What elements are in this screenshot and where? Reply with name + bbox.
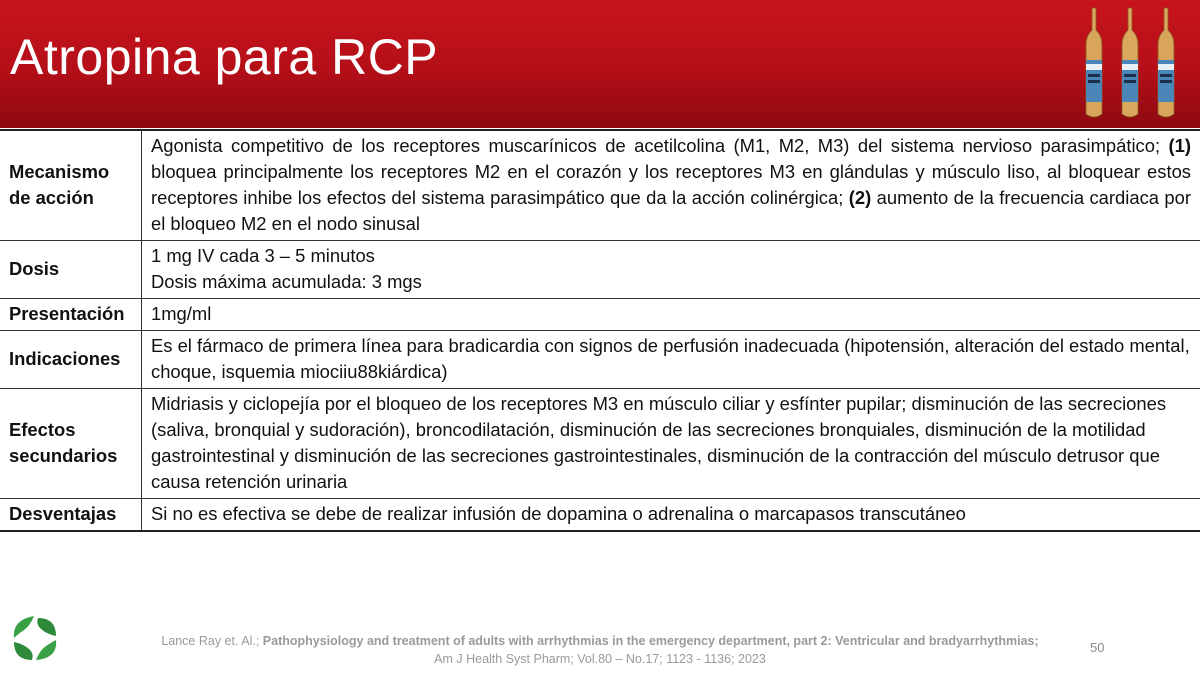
table-row-mecanismo (0, 130, 1200, 241)
row-value: Midriasis y ciclopejía por el bloqueo de los receptores M3 en músculo ciliar y esfínter pupilar; disminución de las secreciones (saliva, bronquial y sudoración), broncodilatación, disminución de las secreciones bronquiales, disminución de la motilidad gastrointestinal y disminución de las secreciones gastrointestinales, disminución de la contracción del músculo detrusor que causa retención urinaria (142, 389, 1200, 499)
text-segment: Agonista competitivo de los receptores muscarínicos de acetilcolina (M1, M2, M3) del sistema nervioso parasimpático; (151, 135, 1169, 156)
row-value: 1mg/ml (142, 299, 1200, 331)
table-row-indicaciones (0, 331, 1200, 389)
page-number: 50 (1090, 640, 1105, 655)
citation-authors: Lance Ray et. Al.; (161, 634, 263, 648)
dose-line: 1 mg IV cada 3 – 5 minutos (151, 245, 375, 266)
row-value: Si no es efectiva se debe de realizar infusión de dopamina o adrenalina o marcapasos transcutáneo (142, 499, 1200, 532)
text-segment: aumento de la frecuencia cardiaca por el bloqueo M2 en el nodo sinusal (151, 187, 1191, 234)
max-dose-line: Dosis máxima acumulada: 3 mgs (151, 271, 422, 292)
row-label: Dosis (0, 241, 142, 299)
row-label: Mecanismo de acción (0, 130, 142, 241)
table-row-efectos (0, 389, 1200, 499)
table-row-presentacion (0, 299, 1200, 331)
row-label: Desventajas (0, 499, 142, 532)
citation-title: Pathophysiology and treatment of adults with arrhythmias in the emergency department, part 2: Ventricular and bradyarrhythmias; (262, 634, 1039, 648)
title-bar (0, 0, 1200, 128)
leaf-logo-icon (10, 612, 60, 664)
citation-journal: Am J Health Syst Pharm; Vol.80 – No.17; 1123 - 1136; 2023 (434, 652, 766, 666)
row-label: Indicaciones (0, 331, 142, 389)
drug-info-table (0, 129, 1200, 532)
row-value (142, 130, 1200, 241)
text-segment: bloquea principalmente los receptores M2 en el corazón y los receptores M3 en glándulas y músculo liso, al bloquear estos receptores inhibe los efectos del sistema parasimpático que da la acción colinérgica; (151, 161, 1191, 208)
citation-line-1 (90, 632, 1110, 650)
row-value: Es el fármaco de primera línea para bradicardia con signos de perfusión inadecuada (hipotensión, alteración del estado mental, choque, isquemia miociiu88kiárdica) (142, 331, 1200, 389)
slide-title: Atropina para RCP (10, 29, 439, 85)
ampoules-image (1080, 6, 1192, 122)
row-value (142, 241, 1200, 299)
citation (90, 632, 1110, 668)
table-row-desventajas (0, 499, 1200, 532)
bold-marker: (2) (848, 187, 872, 208)
row-label: Efectos secundarios (0, 389, 142, 499)
row-label: Presentación (0, 299, 142, 331)
table-row-dosis (0, 241, 1200, 299)
bold-marker: (1) (1168, 135, 1191, 156)
